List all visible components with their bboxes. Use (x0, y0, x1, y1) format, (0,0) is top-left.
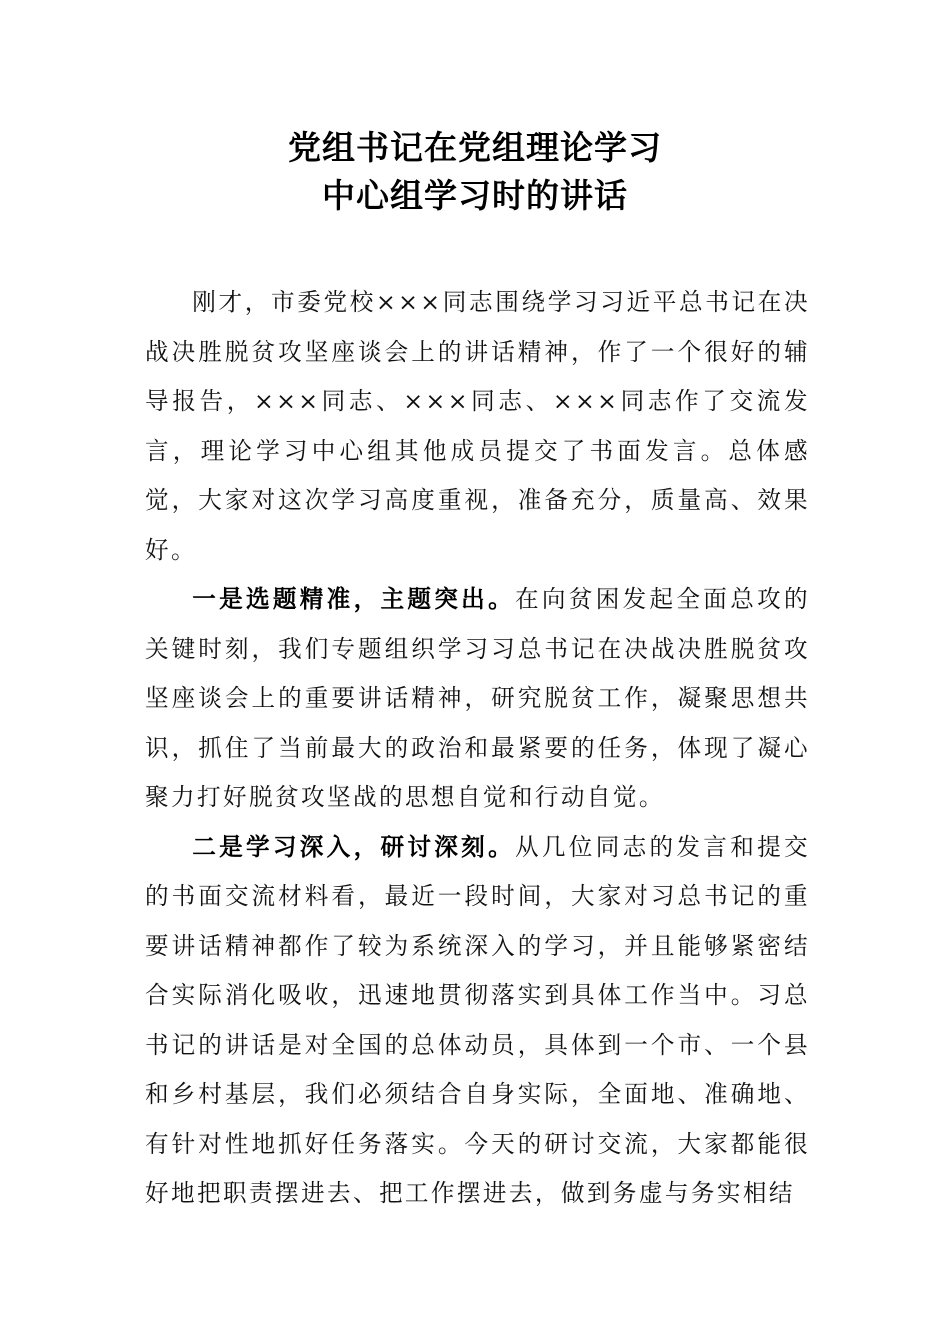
title-line-2: 中心组学习时的讲话 (322, 176, 628, 215)
paragraph-intro (145, 278, 810, 575)
paragraph-lead: 二是学习深入，研讨深刻。 (192, 832, 515, 861)
title-line-1: 党组书记在党组理论学习 (288, 128, 662, 167)
document-body (145, 278, 810, 1219)
document-title (0, 124, 950, 220)
paragraph-lead: 一是选题精准，主题突出。 (192, 585, 515, 613)
paragraph-text: 在向贫困发起全面总攻的关键时刻，我们专题组织学习习总书记在决战决胜脱贫攻坚座谈会上的重要讲话精神，研究脱贫工作，凝聚思想共识，抓住了当前最大的政治和最紧要的任务，体现了凝心聚力打好脱贫攻坚战的思想自觉和行动自觉。 (145, 585, 810, 811)
paragraph-point-1 (145, 575, 810, 823)
paragraph-text: 刚才，市委党校×××同志围绕学习习近平总书记在决战决胜脱贫攻坚座谈会上的讲话精神，作了一个很好的辅导报告，×××同志、×××同志、×××同志作了交流发言，理论学习中心组其他成员提交了书面发言。总体感觉，大家对这次学习高度重视，准备充分，质量高、效果好。 (145, 288, 810, 564)
paragraph-text: 从几位同志的发言和提交的书面交流材料看，最近一段时间，大家对习总书记的重要讲话精神都作了较为系统深入的学习，并且能够紧密结合实际消化吸收，迅速地贯彻落实到具体工作当中。习总书记的讲话是对全国的总体动员，具体到一个市、一个县和乡村基层，我们必须结合自身实际，全面地、准确地、有针对性地抓好任务落实。今天的研讨交流，大家都能很好地把职责摆进去、把工作摆进去，做到务虚与务实相结 (145, 832, 810, 1207)
paragraph-point-2 (145, 823, 810, 1219)
